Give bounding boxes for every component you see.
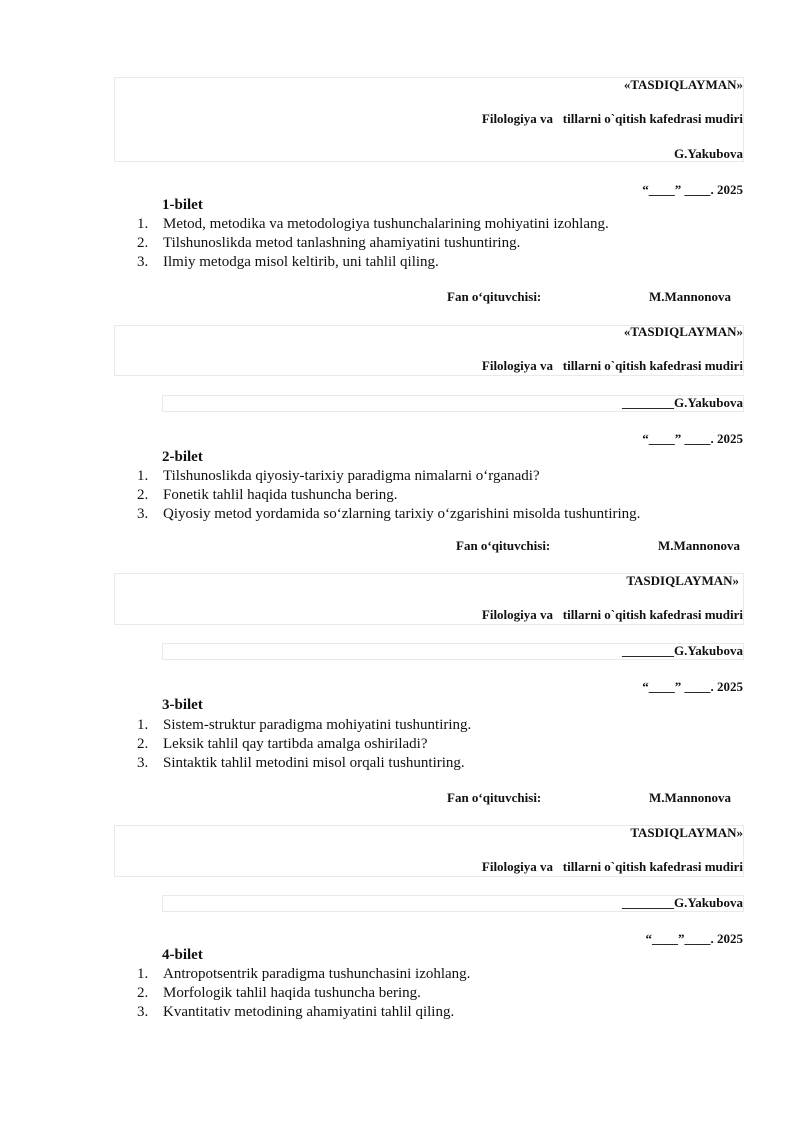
question-text: Fonetik tahlil haqida tushuncha bering. xyxy=(163,487,398,503)
date-line: “____” ____. 2025 xyxy=(642,679,743,694)
signature-line: G.Yakubova xyxy=(674,146,743,161)
question-number: 1. xyxy=(137,216,149,232)
question-list xyxy=(137,215,609,272)
question-text: Ilmiy metodga misol keltirib, uni tahlil qiling. xyxy=(163,254,439,270)
signature-line: ________G.Yakubova xyxy=(622,395,743,410)
question-item xyxy=(137,467,640,486)
question-item xyxy=(137,965,470,984)
question-item xyxy=(137,716,471,735)
question-item xyxy=(137,234,609,253)
question-text: Leksik tahlil qay tartibda amalga oshiriladi? xyxy=(163,736,428,752)
signature-line: ________G.Yakubova xyxy=(622,643,743,658)
question-list xyxy=(137,965,470,1022)
teacher-label: Fan o‘qituvchisi: xyxy=(456,538,551,553)
question-number: 1. xyxy=(137,966,149,982)
question-number: 3. xyxy=(137,506,149,522)
ticket-title: 2-bilet xyxy=(162,449,203,465)
question-text: Qiyosiy metod yordamida so‘zlarning tarixiy o‘zgarishini misolda tushuntiring. xyxy=(163,506,641,522)
question-number: 1. xyxy=(137,468,149,484)
question-item xyxy=(137,253,609,272)
question-item xyxy=(137,486,640,505)
question-number: 3. xyxy=(137,1004,149,1020)
question-item xyxy=(137,1003,470,1022)
question-item xyxy=(137,505,640,524)
question-text: Metod, metodika va metodologiya tushunchalarining mohiyatini izohlang. xyxy=(163,216,609,232)
department-line: Filologiya va tillarni o`qitish kafedrasi mudiri xyxy=(481,607,743,622)
date-line: “____” ____. 2025 xyxy=(642,182,743,197)
question-number: 2. xyxy=(137,487,149,503)
question-text: Antropotsentrik paradigma tushunchasini izohlang. xyxy=(163,966,471,982)
teacher-label: Fan o‘qituvchisi: xyxy=(447,289,542,304)
ticket-title: 1-bilet xyxy=(162,197,203,213)
question-number: 2. xyxy=(137,235,149,251)
question-text: Morfologik tahlil haqida tushuncha bering. xyxy=(163,985,421,1001)
ticket-title: 4-bilet xyxy=(162,947,203,963)
department-line: Filologiya va tillarni o`qitish kafedrasi mudiri xyxy=(481,358,743,373)
question-number: 1. xyxy=(137,717,149,733)
question-number: 3. xyxy=(137,254,149,270)
question-text: Sistem-struktur paradigma mohiyatini tushuntiring. xyxy=(163,717,472,733)
teacher-label: Fan o‘qituvchisi: xyxy=(447,790,542,805)
question-item xyxy=(137,735,471,754)
question-item xyxy=(137,984,470,1003)
ticket-title: 3-bilet xyxy=(162,697,203,713)
question-number: 2. xyxy=(137,985,149,1001)
date-line: “____”____. 2025 xyxy=(645,931,743,946)
question-text: Tilshunoslikda metod tanlashning ahamiyatini tushuntiring. xyxy=(163,235,521,251)
question-text: Sintaktik tahlil metodini misol orqali tushuntiring. xyxy=(163,755,465,771)
teacher-name: M.Mannonova xyxy=(649,790,731,805)
department-line: Filologiya va tillarni o`qitish kafedrasi mudiri xyxy=(481,859,743,874)
question-number: 2. xyxy=(137,736,149,752)
teacher-name: M.Mannonova xyxy=(658,538,740,553)
question-text: Kvantitativ metodining ahamiyatini tahlil qiling. xyxy=(163,1004,455,1020)
question-item xyxy=(137,215,609,234)
teacher-name: M.Mannonova xyxy=(649,289,731,304)
approval-heading: TASDIQLAYMAN» xyxy=(630,825,743,840)
approval-heading: TASDIQLAYMAN» xyxy=(626,573,739,588)
question-item xyxy=(137,754,471,773)
question-list xyxy=(137,716,471,773)
question-list xyxy=(137,467,640,524)
department-line: Filologiya va tillarni o`qitish kafedrasi mudiri xyxy=(481,111,743,126)
question-number: 3. xyxy=(137,755,149,771)
date-line: “____” ____. 2025 xyxy=(642,431,743,446)
approval-heading: «TASDIQLAYMAN» xyxy=(623,77,743,92)
signature-line: ________G.Yakubova xyxy=(622,895,743,910)
approval-heading: «TASDIQLAYMAN» xyxy=(623,324,743,339)
question-text: Tilshunoslikda qiyosiy-tarixiy paradigma nimalarni o‘rganadi? xyxy=(163,468,540,484)
